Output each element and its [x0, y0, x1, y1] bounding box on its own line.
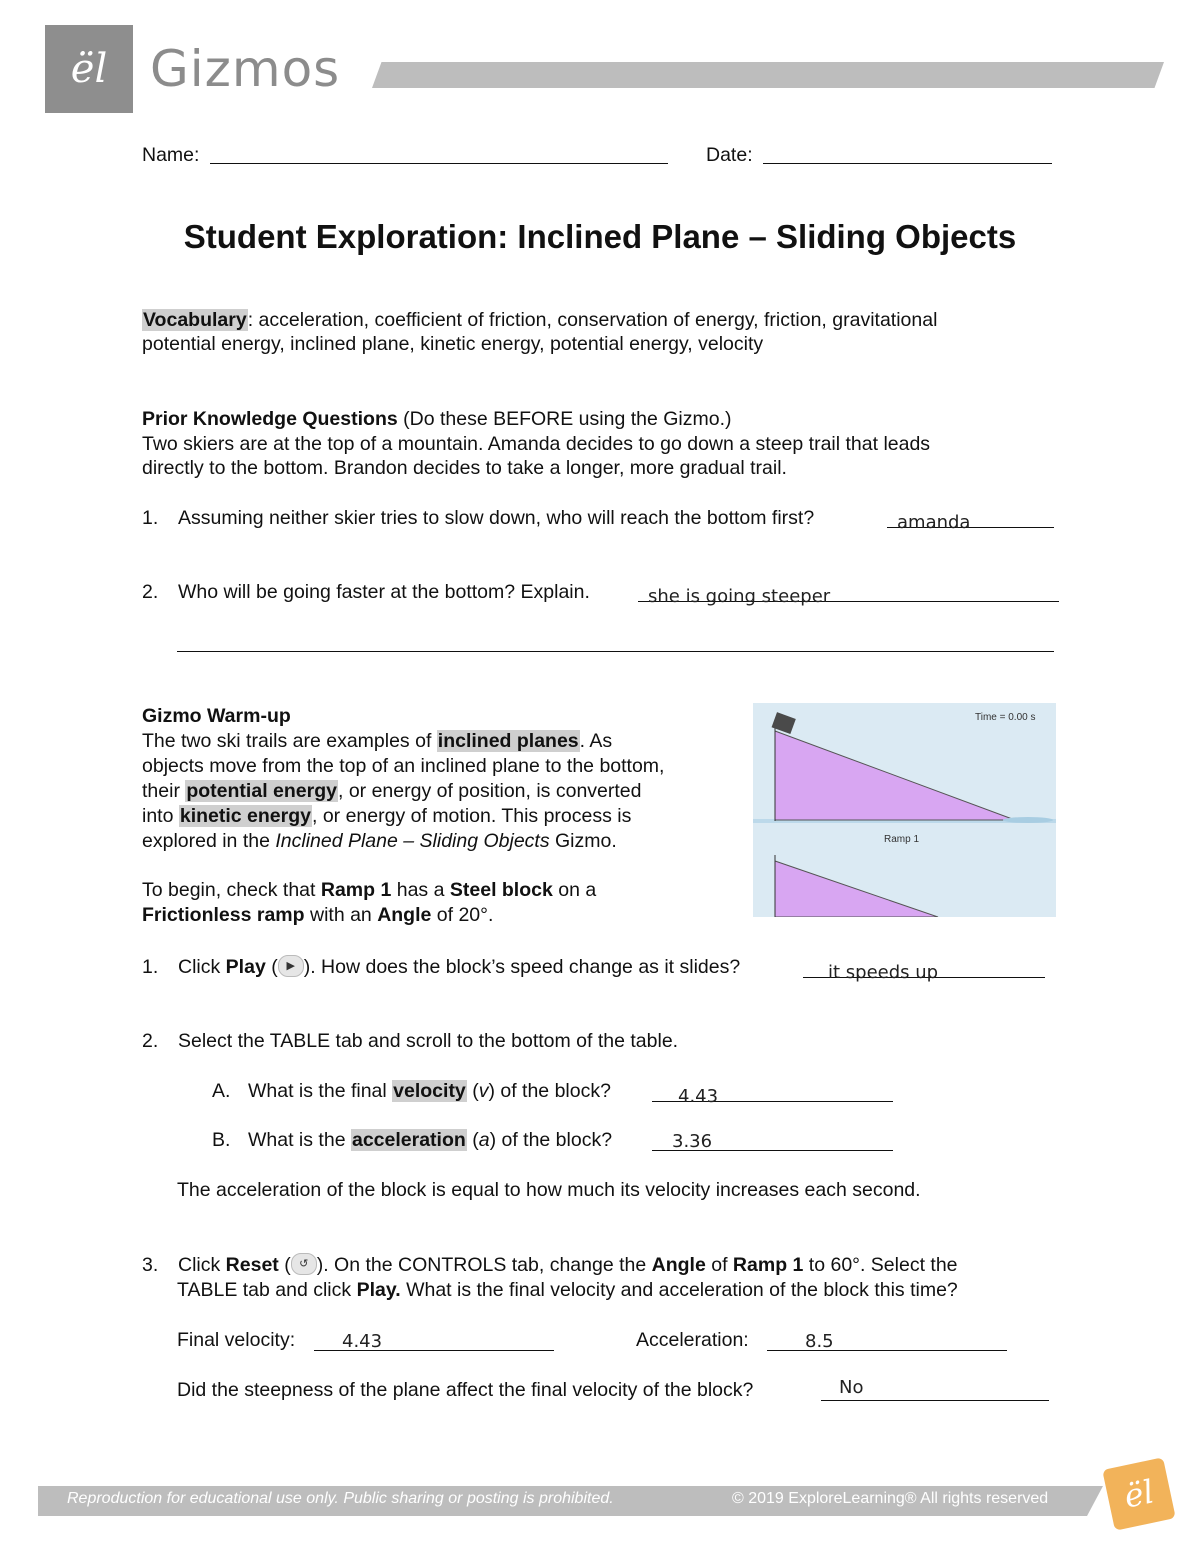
warmup-q1	[142, 955, 740, 979]
bold: Frictionless ramp	[142, 904, 305, 926]
text: to 60°. Select the	[803, 1254, 958, 1276]
gizmo-simulation-image	[753, 703, 1056, 917]
steepness-answer: No	[839, 1377, 864, 1398]
vocabulary-line-2: potential energy, inclined plane, kinetic energy, potential energy, velocity	[142, 333, 764, 355]
explorelearning-logo	[45, 25, 133, 113]
bold: Angle	[377, 904, 432, 926]
vocabulary-label: Vocabulary	[143, 309, 247, 331]
q-letter: A.	[212, 1080, 231, 1102]
q-number: 1.	[142, 956, 159, 978]
text: ) of the block?	[488, 1080, 611, 1102]
text: . As	[579, 730, 613, 752]
reset-icon: ↺	[291, 1253, 317, 1275]
logo-glyph: ël	[70, 46, 108, 92]
warmup-line-5	[142, 829, 617, 853]
warmup-line-2: objects move from the top of an inclined plane to the bottom,	[142, 755, 665, 777]
variable: v	[478, 1080, 489, 1102]
text: (	[265, 956, 278, 978]
sim-time-readout: Time = 0.00 s	[975, 712, 1036, 723]
acceleration-answer: 8.5	[805, 1331, 834, 1352]
prior-q2-answer-field-2[interactable]	[177, 629, 1054, 652]
gizmo-name: Inclined Plane – Sliding Objects	[275, 830, 550, 852]
q-number: 3.	[142, 1254, 159, 1276]
brand-name: Gizmos	[150, 40, 341, 98]
text: , or energy of motion. This process is	[312, 805, 632, 827]
prior-q1	[142, 506, 814, 530]
prior-intro-2: directly to the bottom. Brandon decides to take a longer, more gradual trail.	[142, 457, 787, 479]
q-number: 2.	[142, 1030, 159, 1052]
text: ) of the block?	[489, 1129, 613, 1151]
date-label: Date:	[706, 144, 753, 166]
inclined-plane-illustration	[753, 703, 1056, 917]
warmup-heading: Gizmo Warm-up	[142, 705, 291, 727]
prior-heading-note: (Do these BEFORE using the Gizmo.)	[397, 408, 732, 430]
text: with an	[304, 904, 378, 926]
vocab-term: inclined planes	[437, 730, 579, 752]
header-bar	[372, 62, 1164, 88]
text: (	[466, 1129, 479, 1151]
text: of	[705, 1254, 733, 1276]
text: Gizmo.	[549, 830, 617, 852]
warmup-q2a	[212, 1079, 611, 1103]
text: (	[466, 1080, 479, 1102]
warmup-q2b	[212, 1128, 612, 1152]
prior-q2-answer-field[interactable]	[638, 579, 1059, 607]
text: Click	[178, 1254, 226, 1276]
warmup-q3-line-2	[177, 1278, 958, 1302]
name-field[interactable]	[210, 141, 668, 164]
steepness-question: Did the steepness of the plane affect the final velocity of the block?	[177, 1379, 754, 1401]
text: What is the	[248, 1129, 351, 1151]
warmup-q2a-answer-field[interactable]	[652, 1079, 893, 1107]
warmup-q2b-answer: 3.36	[672, 1131, 713, 1152]
text: (	[278, 1254, 291, 1276]
footer-disclaimer: Reproduction for educational use only. Public sharing or posting is prohibited.	[67, 1490, 614, 1507]
text: Select the TABLE tab and scroll to the bottom of the table.	[178, 1030, 679, 1052]
bold: Steel block	[449, 879, 553, 901]
warmup-q2b-answer-field[interactable]	[652, 1128, 893, 1151]
prior-q2-answer: she is going steeper	[648, 586, 831, 607]
text: , or energy of position, is converted	[337, 780, 642, 802]
text: What is the final	[248, 1080, 393, 1102]
warmup-q1-answer-field[interactable]	[803, 955, 1045, 983]
bold: Play	[225, 956, 266, 978]
text: ). How does the block’s speed change as it slides?	[303, 956, 741, 978]
warmup-q1-answer: it speeds up	[828, 962, 939, 983]
final-velocity-label: Final velocity:	[177, 1329, 296, 1351]
footer-copyright: © 2019 ExploreLearning® All rights reserved	[732, 1490, 1049, 1507]
text: their	[142, 780, 186, 802]
vocab-term: kinetic energy	[179, 805, 311, 827]
begin-line-1	[142, 878, 596, 902]
date-field[interactable]	[763, 141, 1052, 164]
prior-intro-1: Two skiers are at the top of a mountain. Amanda decides to go down a steep trail that leads	[142, 433, 931, 455]
acceleration-note: The acceleration of the block is equal to how much its velocity increases each second.	[177, 1179, 921, 1201]
text: on a	[552, 879, 597, 901]
text: into	[142, 805, 179, 827]
bold: Angle	[651, 1254, 706, 1276]
acceleration-label: Acceleration:	[636, 1329, 749, 1351]
prior-q2-text: Who will be going faster at the bottom? Explain.	[178, 581, 590, 603]
vocabulary-line-1	[142, 308, 937, 332]
prior-heading-bold: Prior Knowledge Questions	[142, 408, 398, 430]
bold: Play.	[356, 1279, 401, 1301]
vocab-term: potential energy	[186, 780, 337, 802]
warmup-line-3	[142, 779, 641, 803]
warmup-line-1	[142, 729, 612, 753]
warmup-q2	[142, 1029, 678, 1053]
q-number: 1.	[142, 507, 159, 529]
text: To begin, check that	[142, 879, 321, 901]
vocab-term: acceleration	[351, 1129, 466, 1151]
steepness-answer-field[interactable]	[821, 1378, 1049, 1401]
text: has a	[391, 879, 450, 901]
text: TABLE tab and click	[177, 1279, 357, 1301]
text: The two ski trails are examples of	[142, 730, 437, 752]
text: ). On the CONTROLS tab, change the	[316, 1254, 652, 1276]
q-number: 2.	[142, 581, 159, 603]
bold: Reset	[225, 1254, 279, 1276]
final-velocity-field[interactable]	[314, 1328, 554, 1351]
warmup-line-4	[142, 804, 631, 828]
text: Click	[178, 956, 226, 978]
begin-line-2	[142, 903, 493, 927]
text: of 20°.	[431, 904, 494, 926]
sim-ramp-label: Ramp 1	[884, 834, 920, 845]
name-label: Name:	[142, 144, 200, 166]
play-icon: ▶	[278, 955, 304, 977]
vocabulary-text-1: : acceleration, coefficient of friction, conservation of energy, friction, gravitational	[247, 309, 938, 331]
bold: Ramp 1	[732, 1254, 804, 1276]
vocab-term: velocity	[393, 1080, 466, 1102]
prior-q1-answer-field[interactable]	[887, 505, 1054, 533]
warmup-q2a-answer: 4.43	[678, 1086, 719, 1107]
explorelearning-footer-logo	[1102, 1457, 1176, 1531]
footer-logo-glyph: ël	[1120, 1472, 1158, 1516]
prior-q1-text: Assuming neither skier tries to slow down, who will reach the bottom first?	[178, 507, 815, 529]
q-letter: B.	[212, 1129, 231, 1151]
final-velocity-answer: 4.43	[342, 1331, 383, 1352]
variable: a	[478, 1129, 490, 1151]
page-title: Student Exploration: Inclined Plane – Sliding Objects	[183, 218, 1017, 255]
acceleration-field[interactable]	[767, 1328, 1007, 1351]
bold: Ramp 1	[320, 879, 392, 901]
text: explored in the	[142, 830, 276, 852]
prior-q1-answer: amanda	[897, 512, 971, 533]
warmup-q3-line-1	[142, 1253, 958, 1277]
prior-heading	[142, 407, 732, 431]
text: What is the final velocity and acceleration of the block this time?	[400, 1279, 958, 1301]
prior-q2	[142, 580, 590, 604]
